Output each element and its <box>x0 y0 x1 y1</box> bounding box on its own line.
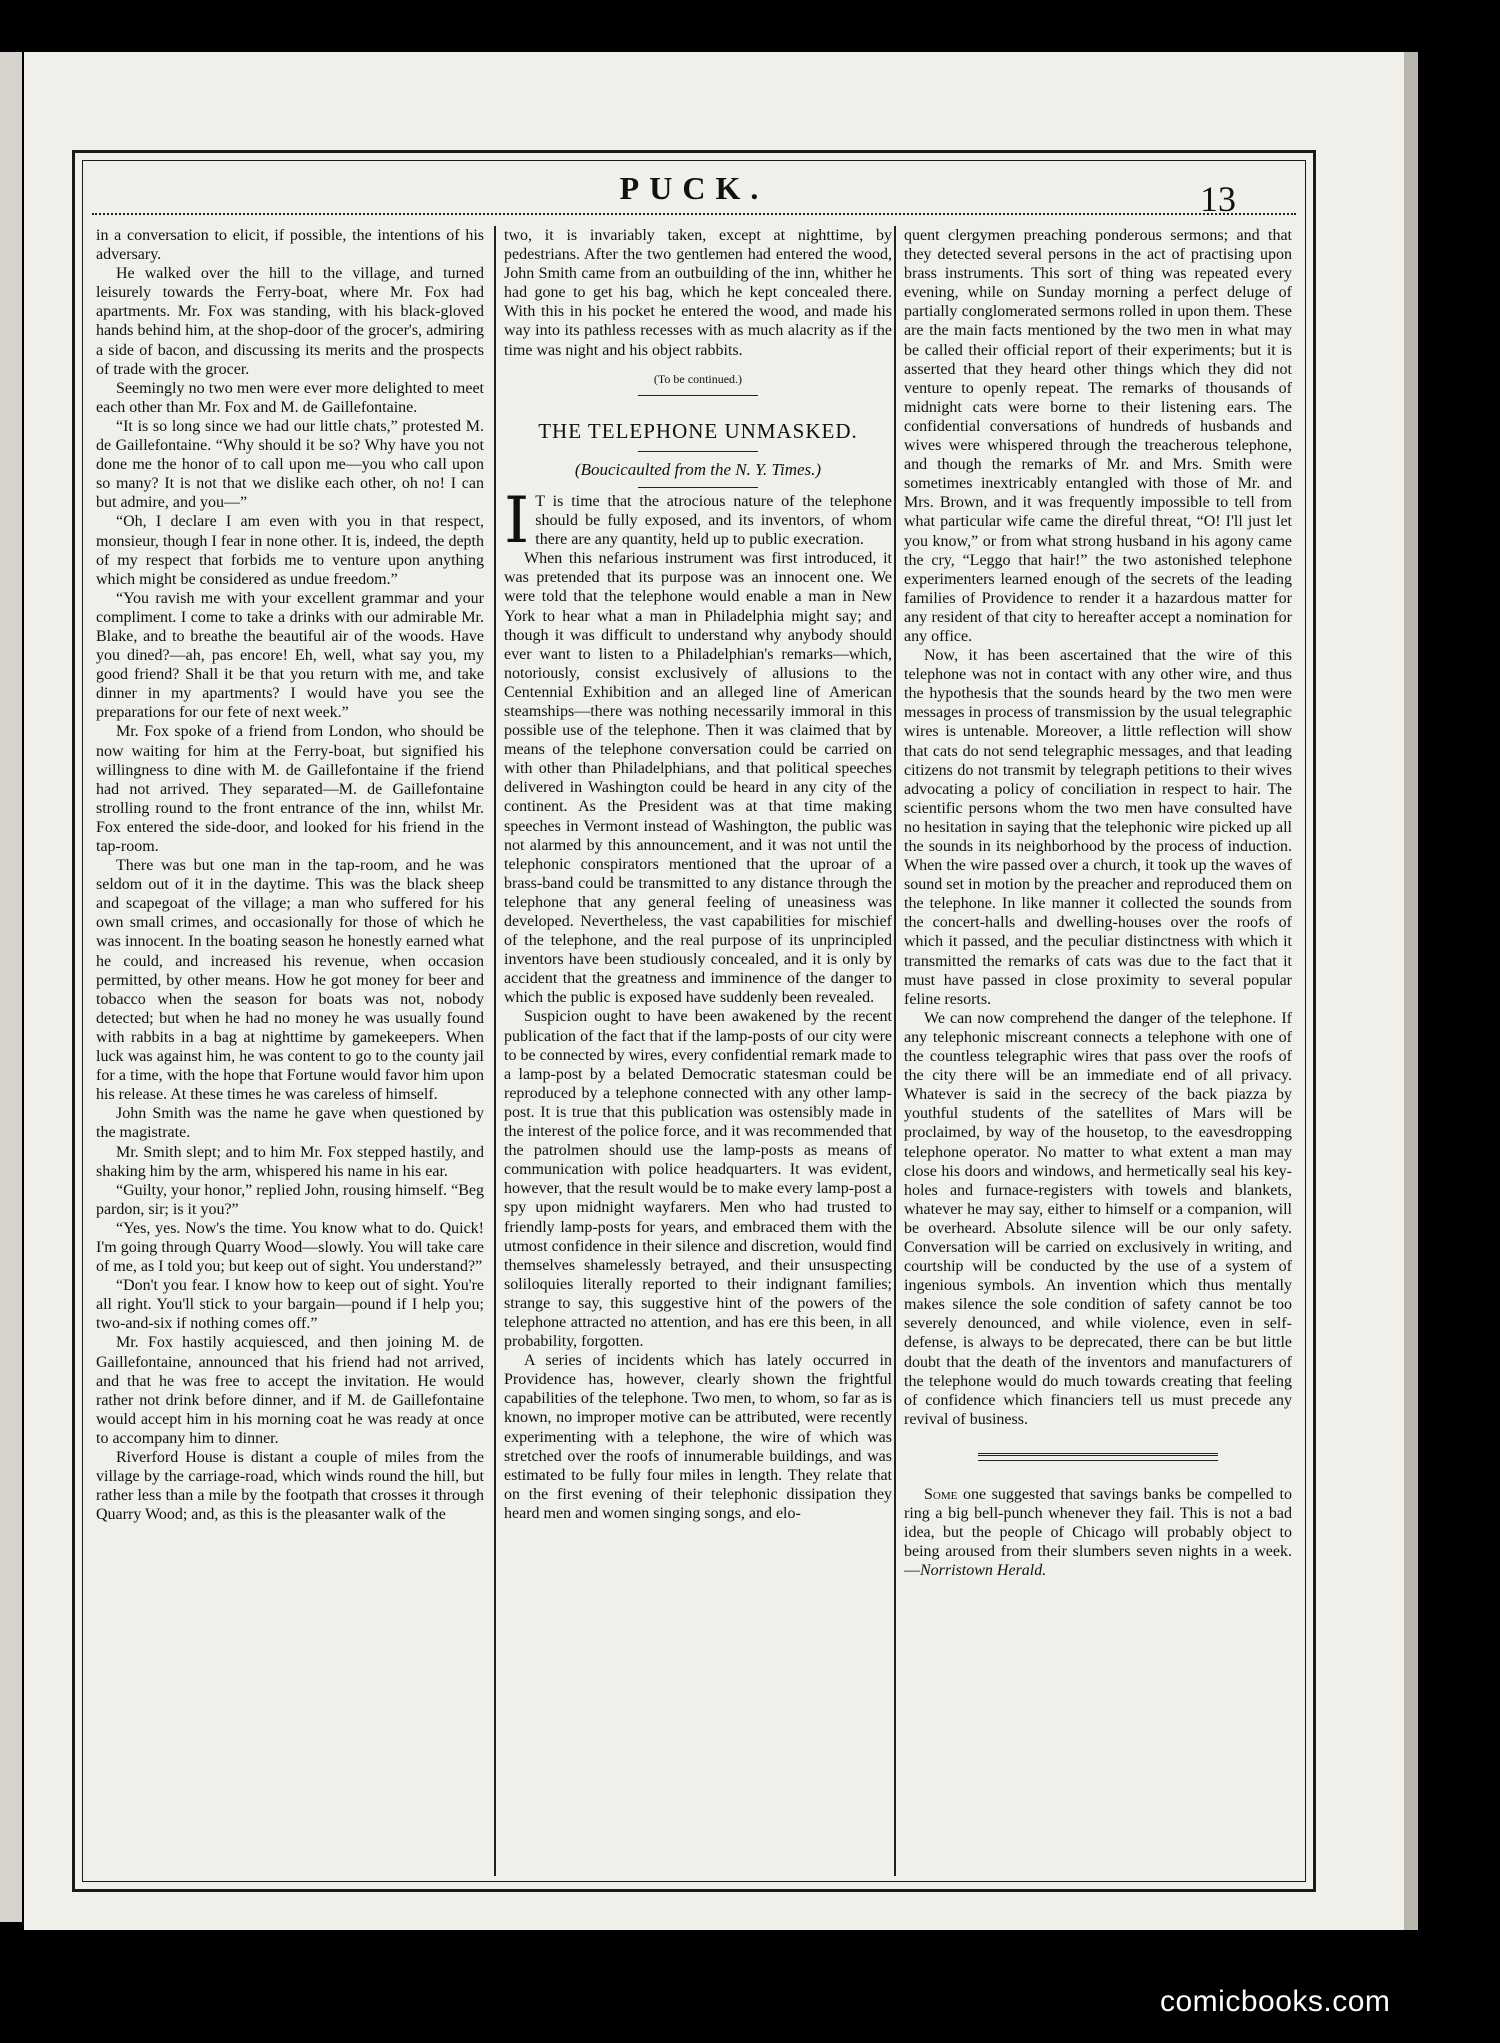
paragraph: Mr. Smith slept; and to him Mr. Fox stepped hastily, and shaking him by the arm, whispered his name in his ear. <box>96 1143 484 1180</box>
article-byline: (Boucicaulted from the N. Y. Times.) <box>574 459 822 479</box>
column-divider <box>894 226 896 1876</box>
paragraph: “It is so long since we had our little chats,” protested M. de Gaillefontaine. “Why should it be so? Why have you not done me the honor of to call upon me—you who call upon so many? It is not that we dislike each other, oh no! I can but admire, and you—” <box>96 417 484 512</box>
page-edge-shadow <box>1404 52 1418 1930</box>
opening-text: T is time that the atrocious nature of the telephone should be fully exposed, and its inventors, of whom there are any quantity, held up to public execration. <box>535 492 892 549</box>
title-rule <box>638 451 758 452</box>
paragraph: Riverford House is distant a couple of miles from the village by the carriage-road, which winds round the hill, but rather less than a mile by the footpath that crosses it through Quarry Wood; and, as this is the pleasanter walk of the <box>96 1449 484 1524</box>
paragraph: Mr. Fox hastily acquiesced, and then joining M. de Gaillefontaine, announced that his friend had not arrived, and that he was free to accept the invitation. He would rather not drink before dinner, and if M. de Gaillefontaine would accept him in his morning coat he was ready at once to accompany him to dinner. <box>96 1334 484 1447</box>
page-number: 13 <box>1200 179 1236 219</box>
drop-cap: I <box>504 483 530 558</box>
column-left <box>96 226 484 1876</box>
to-be-continued-note: (To be continued.) <box>653 371 743 386</box>
adjacent-page-edge <box>0 52 22 1922</box>
opening-paragraph <box>504 483 892 558</box>
paragraph: He walked over the hill to the village, and turned leisurely towards the Ferry-boat, where Mr. Fox had apartments. Mr. Fox was standing, with his black-gloved hands behind him, at the shop-door of the grocer's, admiring a side of bacon, and discussing its merits and the prospects of trade with the grocer. <box>96 265 484 378</box>
paragraph: Suspicion ought to have been awakened by the recent publication of the fact that if the lamp-posts of our city were to be connected by wires, every confidential remark made to a lamp-post by a belated Democratic statesman could be reproduced by a telephone connected with any other lamp-post. It is true that this publication was ostensibly made in the interest of the police force, and it was recommended that the patrolmen should use the lamp-posts as means of communication with police headquarters. It was evident, however, that the result would be to make every lamp-post a spy upon midnight wayfarers. Men who had trusted to friendly lamp-posts for years, and embraced them with the utmost confidence in their silence and discretion, would find themselves shamelessly betrayed, and their unsuspecting soliloquies literally reported to their indignant families; strange to say, this suggestive hint of the powers of the telephone attracted no attention, and has ere this been, in all probability, forgotten. <box>504 1008 892 1351</box>
byline-rule <box>638 487 758 488</box>
paragraph: “Guilty, your honor,” replied John, rousing himself. “Beg pardon, sir; is it you?” <box>96 1181 484 1218</box>
site-watermark: comicbooks.com <box>1160 1985 1391 2018</box>
header-rule <box>92 213 1296 215</box>
paragraph: “Don't you fear. I know how to keep out of sight. You're all right. You'll stick to your bargain—pound if I help you; two-and-six if nothing comes off.” <box>96 1277 484 1333</box>
paragraph: A series of incidents which has lately occurred in Providence has, however, clearly shown the frightful capabilities of the telephone. Two men, to whom, so far as is known, no improper motive can be attributed, were recently experimenting with a telephone, the wire of which was stretched over the roofs of innumerable buildings, and was estimated to be fully four miles in length. They relate that on the first evening of their telephonic dissipation they heard men and women singing songs, and elo- <box>504 1352 892 1522</box>
paragraph: quent clergymen preaching ponderous sermons; and that they detected several persons in the act of practising upon brass instruments. This sort of thing was repeated every evening, while on Sunday morning a perfect deluge of partially conglomerated sermons rolled in upon them. These are the main facts mentioned by the two men in what may be called their official report of their experiments; but it is asserted that they heard other things which they did not venture to openly repeat. The remarks of thousands of midnight cats were borne to their listening ears. The confidential conversations of hundreds of husbands and wives were whispered through the treacherous telephone, and though the remarks of Mr. and Mrs. Smith were sometimes inextricably entangled with those of Mr. and Mrs. Brown, and it was frequently impossible to tell from what particular wife came the direful threat, “O! I'll just let you know,” or from what strong husband in his agony came the cry, “Leggo that hair!” the two astonished telephone experimenters learned enough of the secrets of the leading families of Providence to render it a hazardous matter for any resident of that city to hereafter accept a nomination for any office. <box>904 227 1292 645</box>
masthead-title: PUCK. <box>619 170 769 206</box>
paragraph: “Yes, yes. Now's the time. You know what to do. Quick! I'm going through Quarry Wood—slowly. You will take care of me, as I told you; but keep out of sight. You understand?” <box>96 1219 484 1276</box>
paragraph: When this nefarious instrument was first introduced, it was pretended that its purpose was an innocent one. We were told that the telephone would enable a man in New York to hear what a man in Philadelphia might say; and though it was difficult to understand why anybody should ever want to listen to a Philadelphian's remarks—which, notoriously, consist exclusively of allusions to the Centennial Exhibition and an alleged line of American steamships—there was nothing necessarily immoral in this possible use of the telephone. Then it was claimed that by means of the telephone conversation could be carried on with other than Philadelphians, and that political speeches delivered in Washington could be heard in any city of the continent. As the President was at that time making speeches in Vermont instead of Washington, the public was not alarmed by this announcement, and it was not until the telephonic conspirators mentioned that the uproar of a brass-band could be transmitted to any distance through the telephone that any general feeling of uneasiness was developed. Nevertheless, the vast capabilities for mischief of the telephone, and the real purpose of its unprincipled inventors have been studiously concealed, and it is only by accident that the greatness and imminence of the danger to which the public is exposed have suddenly been revealed. <box>504 550 892 1007</box>
column-divider <box>494 226 496 1876</box>
paragraph: Seemingly no two men were ever more delighted to meet each other than Mr. Fox and M. de Gaillefontaine. <box>96 379 484 416</box>
section-double-rule <box>978 1453 1218 1461</box>
article-title: THE TELEPHONE UNMASKED. <box>538 418 858 443</box>
paragraph: in a conversation to elicit, if possible, the intentions of his adversary. <box>96 227 484 264</box>
paragraph: “Oh, I declare I am even with you in that respect, monsieur, though I fear in none other. It is, indeed, the depth of my respect that forbids me to venture upon anything which might be considered as undue freedom.” <box>96 513 484 588</box>
column-right <box>904 226 1292 1876</box>
paragraph: Mr. Fox spoke of a friend from London, who should be now waiting for him at the Ferry-boat, but signified his willingness to dine with M. de Gaillefontaine if the friend had not arrived. They separated—M. de Gaillefontaine strolling round to the front entrance of the inn, whilst Mr. Fox entered the side-door, and looked for his friend in the tap-room. <box>96 723 484 855</box>
section-rule <box>638 395 758 396</box>
news-item-text: one suggested that savings banks be compelled to ring a big bell-punch whenever they fail. This is not a bad idea, but the people of Chicago will probably object to being aroused from their slumbers seven nights in a week.— <box>904 1485 1292 1580</box>
news-item <box>904 1485 1292 1580</box>
paragraph: “You ravish me with your excellent grammar and your compliment. I come to take a drinks with our admirable Mr. Blake, and to breathe the beautiful air of the woods. Have you dined?—ah, pas encore! Eh, well, what say you, my good friend? Shall it be that you return with me, and take dinner in my apartments? I would have you see the preparations for our fete of next week.” <box>96 589 484 722</box>
news-item-lead: Some <box>924 1485 958 1503</box>
paragraph: two, it is invariably taken, except at nighttime, by pedestrians. After the two gentlemen had entered the wood, John Smith came from an outbuilding of the inn, whither he had gone to get his bag, which he kept concealed there. With this in his pocket he entered the wood, and made his way into its pathless recesses with as much alacrity as if the time was night and his object rabbits. <box>504 227 892 359</box>
paragraph: We can now comprehend the danger of the telephone. If any telephonic miscreant connects a telephone with one of the countless telegraphic wires that pass over the roofs of the city there will be an immediate end of all privacy. Whatever is said in the secrecy of the back piazza by youthful students of the satellites of Mars will be proclaimed, by way of the housetop, to the eavesdropping telephone operator. No matter to what extent a man may close his doors and windows, and hermetically seal his key-holes and furnace-registers with towels and blankets, whatever he may say, either to himself or a companion, will be overheard. Absolute silence will be our only safety. Conversation will be carried on exclusively in writing, and courtship will be conducted by the use of a system of ingenious symbols. An invention which thus mentally makes silence the sole condition of safety cannot be too severely denounced, and while violence, even in self-defense, is always to be deprecated, there can be but little doubt that the death of the inventors and manufacturers of the telephone would do much towards creating that feeling of confidence which financiers tell us must precede any revival of business. <box>904 1009 1292 1428</box>
column-middle <box>504 226 892 1876</box>
news-item-source: Norristown Herald. <box>920 1562 1047 1580</box>
paragraph: Now, it has been ascertained that the wire of this telephone was not in contact with any other wire, and thus the hypothesis that the sounds heard by the two men were messages in process of transmission by the usual telegraphic wires is untenable. Moreover, a little reflection will show that cats do not send telegraphic messages, and that leading citizens do not transmit by telegraph petitions to their wives advocating a policy of conciliation in respect to hair. The scientific persons whom the two men have consulted have no hesitation in saying that the telephonic wire picked up all the sounds in its neighborhood by the process of induction. When the wire passed over a church, it took up the waves of sound set in motion by the preacher and reproduced them on the telephone. In like manner it collected the sounds from the concert-halls and dwelling-houses over the roofs of which it passed, and the peculiar distinctness with which it transmitted the remarks of cats was due to the fact that it must have passed in close proximity to several popular feline resorts. <box>904 647 1292 1008</box>
paragraph: John Smith was the name he gave when questioned by the magistrate. <box>96 1105 484 1142</box>
paragraph: There was but one man in the tap-room, and he was seldom out of it in the daytime. This was the black sheep and scapegoat of the village; a man who suffered for his own small crimes, and occasionally for those of which he was innocent. In the boating season he honestly earned what he could, and increased his revenue, when occasion permitted, by other means. How he got money for beer and tobacco when the season for boats was not, nobody detected; but when he had no money he was usually found with rabbits in a bag at nighttime by gamekeepers. When luck was against him, he was content to go to the county jail for a time, with the hope that Fortune would favor him upon his release. At these times he was careless of himself. <box>96 857 484 1104</box>
